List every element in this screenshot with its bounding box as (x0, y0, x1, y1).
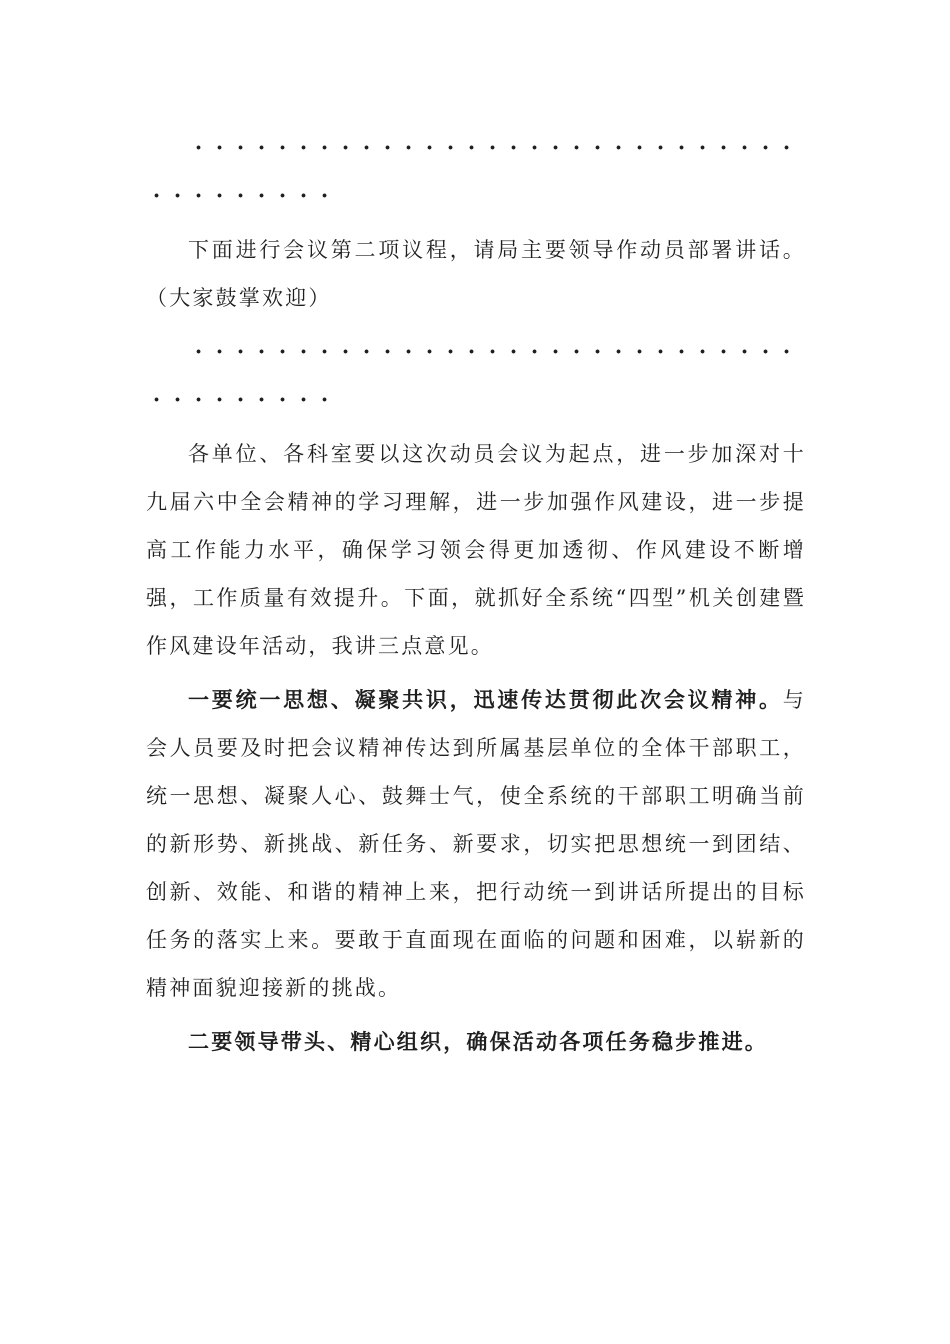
dot-mark: · (383, 135, 392, 160)
dot-mark: · (719, 135, 728, 160)
dot-mark: · (698, 339, 707, 364)
dot-mark: · (530, 339, 539, 364)
dot-mark: · (446, 135, 455, 160)
dot-mark: · (320, 183, 329, 208)
dot-mark: · (236, 135, 245, 160)
paragraph-point-one (146, 676, 806, 1012)
dot-mark: · (614, 135, 623, 160)
dot-mark: · (677, 135, 686, 160)
dot-mark: · (593, 339, 602, 364)
dot-mark: · (425, 135, 434, 160)
dot-mark: · (341, 135, 350, 160)
dot-mark: · (194, 339, 203, 364)
document-body (146, 124, 806, 1072)
dot-mark: · (488, 135, 497, 160)
paragraph-point-two (146, 1018, 806, 1066)
dot-mark: · (257, 387, 266, 412)
dot-mark: · (362, 339, 371, 364)
dot-mark: · (383, 339, 392, 364)
dot-mark: · (257, 339, 266, 364)
dot-mark: · (467, 339, 476, 364)
dot-mark: · (761, 135, 770, 160)
paragraph-heading-bold: 一要统一思想、凝聚共识，迅速传达贯彻此次会议精神。 (188, 687, 783, 712)
dot-mark: · (362, 135, 371, 160)
dot-mark: · (173, 183, 182, 208)
paragraph-text: 与会人员要及时把会议精神传达到所属基层单位的全体干部职工，统一思想、凝聚人心、鼓舞士气，使全系统的干部职工明确当前的新形势、新挑战、新任务、新要求，切实把思想统一到团结、创新、效能、和谐的精神上来，把行动统一到讲话所提出的目标任务的落实上来。要敢于直面现在面临的问题和困难，以崭新的精神面貌迎接新的挑战。 (146, 688, 806, 1000)
dot-mark: · (341, 339, 350, 364)
dot-mark: · (194, 387, 203, 412)
dot-mark: · (257, 135, 266, 160)
dot-mark: · (215, 135, 224, 160)
dot-mark: · (152, 183, 161, 208)
dot-mark: · (320, 387, 329, 412)
dot-mark: · (299, 135, 308, 160)
dot-mark: · (614, 339, 623, 364)
dot-mark: · (656, 339, 665, 364)
dot-mark: · (152, 387, 161, 412)
dot-mark: · (740, 339, 749, 364)
dot-mark: · (572, 135, 581, 160)
dot-mark: · (257, 183, 266, 208)
dot-mark: · (236, 387, 245, 412)
dot-mark: · (320, 339, 329, 364)
dot-mark: · (677, 339, 686, 364)
dot-mark: · (467, 135, 476, 160)
paragraph-heading-bold: 二要领导带头、精心组织，确保活动各项任务稳步推进。 (188, 1029, 768, 1054)
dot-mark: · (173, 387, 182, 412)
dot-mark: · (782, 339, 791, 364)
ellipsis-divider-1 (146, 124, 806, 220)
dot-mark: · (761, 339, 770, 364)
dot-mark: · (635, 135, 644, 160)
paragraph-intro (146, 430, 806, 670)
dot-mark: · (551, 339, 560, 364)
dot-mark: · (215, 183, 224, 208)
dot-mark: · (551, 135, 560, 160)
dot-mark: · (404, 135, 413, 160)
dot-mark: · (236, 339, 245, 364)
dot-mark: · (194, 183, 203, 208)
dot-mark: · (446, 339, 455, 364)
ellipsis-divider-2 (146, 328, 806, 424)
dot-mark: · (278, 387, 287, 412)
dot-mark: · (278, 183, 287, 208)
dot-mark: · (509, 339, 518, 364)
dot-mark: · (656, 135, 665, 160)
dot-mark: · (782, 135, 791, 160)
dot-mark: · (698, 135, 707, 160)
dot-mark: · (509, 135, 518, 160)
dot-mark: · (236, 183, 245, 208)
dot-mark: · (635, 339, 644, 364)
paragraph-text: 下面进行会议第二项议程，请局主要领导作动员部署讲话。（大家鼓掌欢迎） (146, 238, 806, 310)
dot-mark: · (719, 339, 728, 364)
dot-mark: · (404, 339, 413, 364)
dot-mark: · (215, 387, 224, 412)
dot-mark: · (215, 339, 224, 364)
paragraph-agenda-item (146, 226, 806, 322)
dot-mark: · (299, 183, 308, 208)
dot-mark: · (278, 339, 287, 364)
dot-mark: · (194, 135, 203, 160)
dot-mark: · (299, 387, 308, 412)
paragraph-text: 各单位、各科室要以这次动员会议为起点，进一步加深对十九届六中全会精神的学习理解，进一步加强作风建设，进一步提高工作能力水平，确保学习领会得更加透彻、作风建设不断增强，工作质量有效提升。下面，就抓好全系统“四型”机关创建暨作风建设年活动，我讲三点意见。 (146, 442, 806, 658)
dot-mark: · (593, 135, 602, 160)
dot-mark: · (530, 135, 539, 160)
dot-mark: · (320, 135, 329, 160)
dot-mark: · (572, 339, 581, 364)
dot-mark: · (740, 135, 749, 160)
dot-mark: · (278, 135, 287, 160)
dot-mark: · (488, 339, 497, 364)
dot-mark: · (299, 339, 308, 364)
dot-mark: · (425, 339, 434, 364)
